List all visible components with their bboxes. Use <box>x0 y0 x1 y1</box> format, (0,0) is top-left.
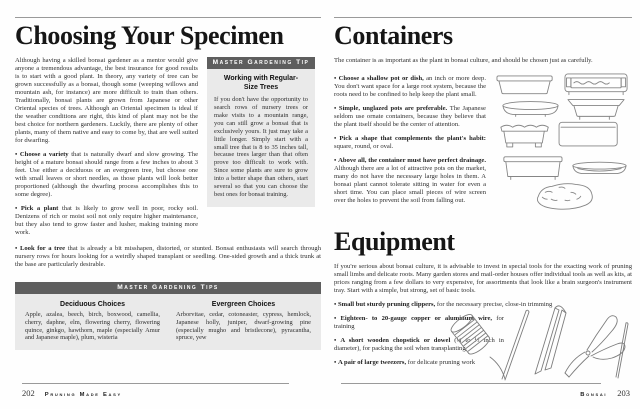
bullet-lead: A pair of large tweezers, <box>337 359 407 366</box>
containers-intro: The container is as important as the plant in bonsai culture, and should be chosen just as carefully. <box>334 57 593 64</box>
pots-drawing-icon <box>494 67 632 217</box>
tip-box-body <box>207 69 315 207</box>
bullet-text: for the necessary precise, close-in trimming <box>436 301 553 308</box>
page-number-left: 202 <box>22 388 35 398</box>
bullet-chopstick <box>334 337 504 353</box>
equipment-intro: If you're serious about bonsai culture, it is advisable to invest in special tools for the exacting work of pruning small limbs and delicate roots. Many garden stores and mail-order houses offer individual tools as well as kits, at prices ranging from a few dollars to very expensive, for assortments that look like a brain surgeon's instrument tray. Start with a simple, but strong, set of basic tools. <box>334 263 632 294</box>
containers-columns <box>334 69 632 217</box>
bullet-text: The Japanese seldom use ornate containers, because they believe that the plant itself should be the center of attention. <box>334 105 486 128</box>
master-gardening-tips-box <box>15 282 321 350</box>
equipment-title: Equipment <box>334 227 455 256</box>
top-rule-right <box>334 17 632 18</box>
bullet-lead: Small but sturdy pruning clippers, <box>337 301 436 308</box>
footer-rule-right <box>341 383 601 384</box>
pot-ornate-rectangular-icon <box>565 74 627 95</box>
bullet-lead: Above all, the container must have perfect drainage. <box>338 157 486 164</box>
bullet-choose-variety <box>15 151 198 199</box>
tips-box-body <box>15 294 321 350</box>
containers-bullets <box>334 69 486 217</box>
bullet-look-for-tree <box>15 245 321 269</box>
pot-oval-tray-icon <box>503 102 558 117</box>
bonsai-pots-illustration <box>494 67 632 217</box>
pot-plain-rectangular-icon <box>497 76 552 94</box>
footer-rule-left <box>22 383 289 384</box>
tips-column-title: Evergreen Choices <box>211 301 276 309</box>
deciduous-choices-column <box>25 298 160 342</box>
bullet-lead: Choose a variety <box>19 151 69 158</box>
bullet-lead: Choose a shallow pot or dish, <box>338 75 424 82</box>
bullet-text: (¼ to ½ inch in diameter), for packing the soil when transplanting <box>334 337 504 352</box>
top-rule-left <box>15 17 321 18</box>
tip-box-header: Master Gardening Tip <box>207 57 315 69</box>
tweezers-icon <box>535 306 566 374</box>
bullet-pruning-clippers <box>334 301 632 309</box>
pot-flared-rim-icon <box>568 100 624 120</box>
pruning-clippers-icon <box>565 316 625 377</box>
chopstick-icon <box>502 310 529 380</box>
pot-shallow-oval-icon <box>573 162 626 173</box>
bullet-pick-shape <box>334 135 486 151</box>
page-number-right: 203 <box>617 388 630 398</box>
master-gardening-tip-box <box>207 57 315 237</box>
bullet-text: that is likely to grow well in poor, rocky soil. Denizens of rich or moist soil not only require higher maintenance, but they also tend to grow faster and lusher, making training more work. <box>15 205 198 236</box>
bullet-text: Although there are a lot of attractive pots on the market, many do not have the necessary large holes in them. A bonsai plant cannot tolerate sitting in water for even a short time. You can place small pieces of wire screen over the holes to prevent the soil from falling out. <box>334 165 486 204</box>
tips-column-text: Arborvitae, cedar, cotoneaster, cypress, hemlock, Japanese holly, juniper, dwarf-growing pine (especially mugho and bristlecone), pyracantha, spruce, yew <box>176 311 311 342</box>
left-page <box>15 0 321 409</box>
bullet-wire <box>334 315 504 331</box>
bullet-text: that is naturally dwarf and slow growing. The height of a mature bonsai should range from a few inches to about 3 feet. Use either a deciduous or an evergreen tree, but choose one with small leaves or short needles, as those plants will look better proportioned (although the dwarfing process accomplishes this to some degree). <box>15 151 198 198</box>
page-title-left: Choosing Your Specimen <box>15 21 284 50</box>
running-title-right: Bonsai <box>580 392 608 398</box>
left-columns <box>15 57 321 237</box>
bullet-lead: Eighteen- to 20-gauge copper or aluminum wire, <box>340 315 493 322</box>
containers-title: Containers <box>334 21 453 50</box>
bullet-lead: Look for a tree <box>19 245 66 252</box>
bullet-perfect-drainage <box>334 157 486 205</box>
equipment-bullets <box>334 315 504 367</box>
bullet-shallow-pot <box>334 75 486 99</box>
tip-box-title: Working with Regular-Size Trees <box>223 75 299 91</box>
bullet-tweezers <box>334 359 504 367</box>
left-main-column <box>15 57 198 237</box>
tips-box-header: Master Gardening Tips <box>15 282 321 294</box>
bullet-text: an inch or more deep. You don't want space for a large root system, because the roots need to be confined to help keep the plant small. <box>334 75 486 98</box>
intro-paragraph: Although having a skilled bonsai gardener as a mentor would give anyone a tremendous advantage, the best insurance for good results is to start with a good plant. In theory, any variety of tree can be grown successfully as a bonsai, though some (weeping willows and mountain ash, for instance) are more difficult to train than others. Traditionally, bonsai plants are grown from Japanese or other Oriental species of trees. Although an Oriental specimen is ideal if the weather conditions are right, this kind of plant may not be the best choice for northern gardeners. Luckily, there are plenty of other plants, many of them native and easy to come by, that are well suited for dwarfing. <box>15 57 198 144</box>
bullet-pick-plant <box>15 205 198 237</box>
tip-box-text: If you don't have the opportunity to search rows of nursery trees or make visits to a mountain range, you can still grow a bonsai that is exclusively yours. It just may take a little longer. Simply start with a small tree that is 8 to 35 inches tall, because trees larger than that often prove too difficult to work with. Since some plants are sure to grow into a better shape than others, start several so that you can choose the best ones for bonsai training. <box>214 96 308 198</box>
pot-deep-rectangular-icon <box>559 122 617 146</box>
bullet-lead: Simple, unglazed pots are preferable. <box>338 105 448 112</box>
pot-rock-style-icon <box>537 184 592 209</box>
bullet-text: for delicate pruning work <box>407 359 475 366</box>
tips-column-title: Deciduous Choices <box>60 301 125 309</box>
bullet-lead: A short wooden chopstick or dowel <box>340 337 451 344</box>
left-page-footer <box>22 383 319 398</box>
bullet-lead: Pick a plant <box>20 205 59 212</box>
bullet-text: for training <box>334 315 504 330</box>
bullet-text: square, round, or oval. <box>334 143 394 150</box>
right-page <box>334 0 632 409</box>
pot-rectangular-with-feet-icon <box>504 157 562 180</box>
tips-column-text: Apple, azalea, beech, birch, boxwood, camellia, cherry, daphne, elm, flowering cherry, flowering quince, ginkgo, hawthorn, maple (especially Amur and Japanese maple), plum, wisteria <box>25 311 160 342</box>
evergreen-choices-column <box>176 298 311 342</box>
running-title-left: Pruning Made Easy <box>44 392 122 398</box>
bullet-unglazed-pots <box>334 105 486 129</box>
right-page-footer <box>341 383 630 398</box>
pot-scalloped-icon <box>501 125 548 147</box>
thin-dowel-icon <box>616 323 628 378</box>
bullet-lead: Pick a shape that complements the plant's habit: <box>339 135 486 142</box>
bullet-text: that is already a bit misshapen, distorted, or stunted. Bonsai enthusiasts will search through nursery rows for hours looking for a weirdly shaped transplant or seedling. One-sided growth and a thick trunk at the base are particularly desirable. <box>15 245 321 268</box>
